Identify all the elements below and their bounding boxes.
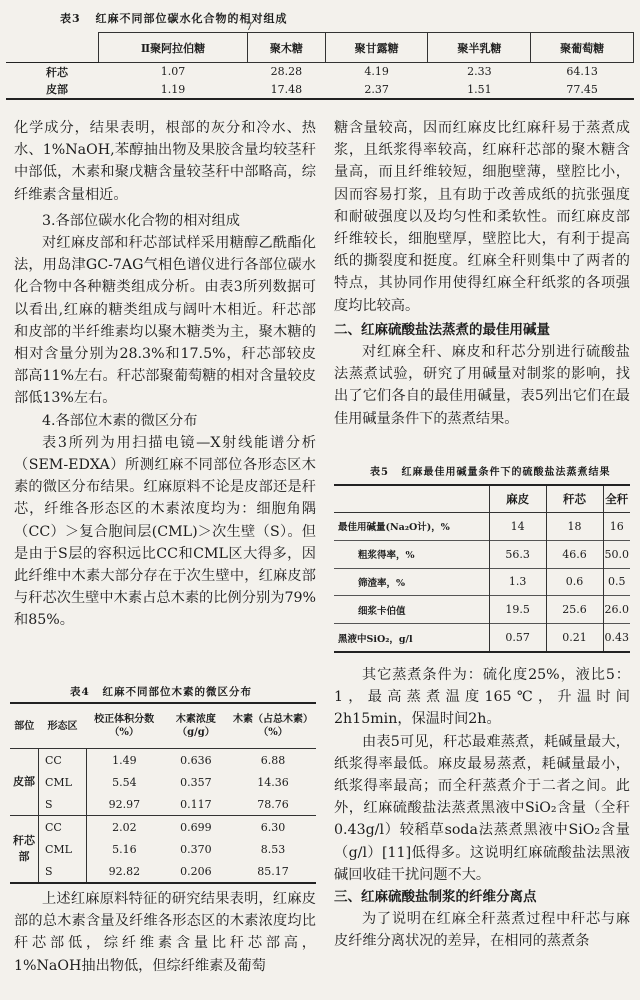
paragraph: 上述红麻原料特征的研究结果表明，红麻皮部的总木素含量及纤维各形态区的木素浓度均比秆芯部低，综纤维素含量比秆芯部高，1%NaOH抽出物低，但综纤维素及葡萄 [14, 891, 316, 974]
table-row [10, 771, 316, 793]
page-mark: 7 [246, 22, 253, 33]
paragraph: 表3所列为用扫描电镜—X射线能谱分析（SEM-EDXA）所测红麻不同部位各形态区木素的微区分布结果。红麻原料不论是皮部还是秆芯，纤维各形态区的木素浓度均为：细胞角隅（CC）＞复合胞间层(CML)＞次生壁（S）。但是由于S层的容积远比CC和CML区大得多，因此纤维中木素大部分存在于次生壁中，红麻皮部与秆芯次生壁中木素占总木素的比例分别为79%和85%。 [14, 434, 316, 629]
table5-cell: 0.6 [546, 568, 603, 596]
table3 [6, 32, 634, 100]
table5-cell: 14 [489, 513, 546, 541]
table5-row-label: 黑液中SiO₂，g/l [334, 624, 489, 652]
table4-number: 表4 [70, 686, 90, 698]
table5-number: 表5 [370, 467, 389, 478]
table3-cell: 2.33 [467, 65, 492, 79]
table3-cell: 4.19 [364, 65, 389, 79]
table-row [10, 749, 316, 772]
table4-cell: 0.370 [180, 842, 212, 856]
table5-cell: 56.3 [489, 540, 546, 568]
table4-cell: 6.88 [260, 753, 286, 767]
table4-title: 红麻不同部位木素的微区分布 [102, 686, 252, 698]
table3-cell: 77.45 [531, 81, 634, 99]
table5-row-label: 最佳用碱量(Na₂O计)，% [334, 513, 489, 541]
table3-number: 表3 [60, 12, 81, 25]
table4-region: 皮部 [10, 749, 39, 816]
table4-zone: CML [39, 838, 87, 860]
table3-col-header: Ⅱ聚阿拉伯糖 [99, 33, 248, 63]
table4-col-header: 校正体积分数（%） [87, 703, 162, 749]
table5-cell: 26.0 [603, 596, 630, 624]
table4-cell: 6.30 [230, 816, 316, 839]
table4-cell: 2.02 [87, 816, 162, 839]
section-heading: 4.各部位木素的微区分布 [42, 412, 198, 429]
table4 [10, 702, 316, 884]
paragraph: 由表5可见，秆芯最难蒸煮，耗碱量最大，纸浆得率最低。麻皮最易蒸煮，耗碱量最小，纸浆得率最高；而全秆蒸煮介于二者之间。此外，红麻硫酸盐法蒸煮黑液中SiO₂含量（全秆0.43g/l）较稻草soda法蒸煮黑液中SiO₂含量（g/l）[11]低得多。这说明红麻硫酸盐法黑液碱回收硅干扰问题不大。 [334, 733, 630, 883]
table5-title: 红麻最佳用碱量条件下的硫酸盐法蒸煮结果 [401, 467, 611, 478]
table4-zone: CC [39, 749, 87, 772]
table-row [334, 513, 630, 541]
table4-cell: 0.357 [180, 775, 212, 789]
table4-col-header: 木素浓度（g/g） [162, 703, 230, 749]
left-column-lower [14, 888, 316, 977]
table3-title: 红麻不同部位碳水化合物的相对组成 [95, 12, 288, 25]
table4-zone: CC [39, 816, 87, 839]
table3-cell: 2.37 [325, 81, 428, 99]
table3-cell: 1.07 [160, 65, 186, 79]
table5-caption [370, 463, 610, 478]
table4-region: 秆芯部 [10, 816, 39, 884]
table4-col-header: 木素（占总木素）（%） [230, 703, 316, 749]
table-row [334, 568, 630, 596]
table-row [10, 860, 316, 883]
table-row [334, 540, 630, 568]
table4-cell: 8.53 [260, 842, 286, 856]
paragraph: 化学成分，结果表明，根部的灰分和冷水、热水、1%NaOH,苯醇抽出物及果胶含量均较茎秆中部低，木素和聚戊糖含量较茎秆中部略高，综纤维素含量相近。 [14, 120, 316, 203]
table5-cell: 46.6 [546, 540, 603, 568]
table5-cell: 18 [546, 513, 603, 541]
table-row [334, 624, 630, 652]
table4-col-header: 部位 [10, 703, 39, 749]
table4-cell: 0.117 [180, 797, 212, 811]
table-row [334, 596, 630, 624]
table3-cell: 17.48 [248, 81, 326, 99]
table5-cell: 0.21 [546, 624, 603, 652]
table5-cell: 1.3 [489, 568, 546, 596]
table4-cell: 1.49 [112, 753, 137, 767]
table-row [10, 816, 316, 839]
table4-cell: 5.54 [112, 775, 137, 789]
table3-row-label: 秆芯 [46, 65, 68, 79]
table4-cell: 5.16 [112, 842, 137, 856]
table-row [10, 838, 316, 860]
table3-col-header: 聚甘露糖 [325, 33, 428, 63]
table4-caption [70, 684, 252, 699]
table-row [6, 63, 634, 81]
table3-col-header: 聚半乳糖 [428, 33, 531, 63]
table5-col-header: 全秆 [603, 485, 630, 513]
table3-col-header: 聚木糖 [248, 33, 326, 63]
table4-zone: S [39, 793, 87, 816]
left-column-upper [14, 117, 316, 632]
table5-cell: 25.6 [546, 596, 603, 624]
table3-caption [60, 10, 288, 26]
table3-col-header: 聚葡萄糖 [531, 33, 634, 63]
section-heading: 三、红麻硫酸盐制浆的纤维分离点 [334, 889, 537, 906]
paragraph: 其它蒸煮条件为：硫化度25%，液比5：1，最高蒸煮温度165℃，升温时间2h15min，保温时间2h。 [334, 667, 630, 728]
table5-row-label: 筛渣率，% [334, 568, 489, 596]
table3-row-label: 皮部 [6, 81, 99, 99]
table4-cell: 0.206 [180, 864, 212, 878]
table4-cell: 14.36 [257, 775, 289, 789]
table4-cell: 0.636 [180, 753, 212, 767]
right-column-upper [334, 117, 630, 430]
section-heading: 二、红麻硫酸盐法蒸煮的最佳用碱量 [334, 321, 550, 338]
table3-cell: 64.13 [566, 65, 598, 79]
table5-cell: 19.5 [489, 596, 546, 624]
table5-cell: 0.5 [603, 568, 630, 596]
table3-cell: 28.28 [270, 65, 303, 79]
table4-cell: 78.76 [257, 797, 289, 811]
table5 [334, 484, 630, 653]
table3-cell: 1.19 [99, 81, 248, 99]
table-row [10, 793, 316, 816]
paragraph: 为了说明在红麻全秆蒸煮过程中秆芯与麻皮纤维分离状况的差异，在相同的蒸煮条 [334, 911, 630, 950]
table5-cell: 0.57 [489, 624, 546, 652]
paragraph: 糖含量较高，因而红麻皮比红麻秆易于蒸煮成浆，且纸浆得率较高，红麻秆芯部的聚木糖含量高，而且纤维较短，细胞壁薄，壁腔比小，因而容易打浆，且有助于改善成纸的抗张强度和耐破强度以及均匀性和柔软性。而红麻皮部纤维较长，细胞壁厚，壁腔比大，有利于提高纸的撕裂度和挺度。红麻全秆则集中了两者的特点，其协同作用使得红麻全秆纸浆的各项强度均比较高。 [334, 120, 630, 314]
table5-row-label: 细浆卡伯值 [334, 596, 489, 624]
table5-col-header: 麻皮 [489, 485, 546, 513]
table4-cell: 85.17 [257, 864, 289, 878]
table5-cell: 50.0 [603, 540, 630, 568]
table4-cell: 0.699 [162, 816, 230, 839]
table5-col-header: 秆芯 [546, 485, 603, 513]
table4-col-header: 形态区 [39, 703, 87, 749]
table4-zone: S [39, 860, 87, 883]
right-column-lower [334, 664, 630, 953]
table4-cell: 92.82 [108, 864, 141, 878]
table4-cell: 92.97 [108, 797, 141, 811]
table3-cell: 1.51 [428, 81, 531, 99]
table4-zone: CML [39, 771, 87, 793]
section-heading: 3.各部位碳水化合物的相对组成 [42, 212, 240, 229]
table5-row-label: 粗浆得率，% [334, 540, 489, 568]
table5-cell: 0.43 [603, 624, 630, 652]
paragraph: 对红麻全秆、麻皮和秆芯分别进行硫酸盐法蒸煮试验，研究了用碱量对制浆的影响，找出了它们各自的最佳用碱量，表5列出它们在最佳用碱量条件下的蒸煮结果。 [334, 344, 630, 427]
table5-cell: 16 [603, 513, 630, 541]
paragraph: 对红麻皮部和秆芯部试样采用糖醇乙酰酯化法，用岛津GC-7AG气相色谱仪进行各部位碳水化合物中各种糖类组成分析。由表3所列数据可以看出,红麻的糖类组成与阔叶木相近。秆芯部和皮部的半纤维素均以聚木糖类为主，聚木糖的相对含量分别为28.3%和17.5%，秆芯部较皮部高11%左右。秆芯部聚葡萄糖的相对含量较皮部低13%左右。 [14, 235, 316, 407]
table-row [6, 81, 634, 99]
